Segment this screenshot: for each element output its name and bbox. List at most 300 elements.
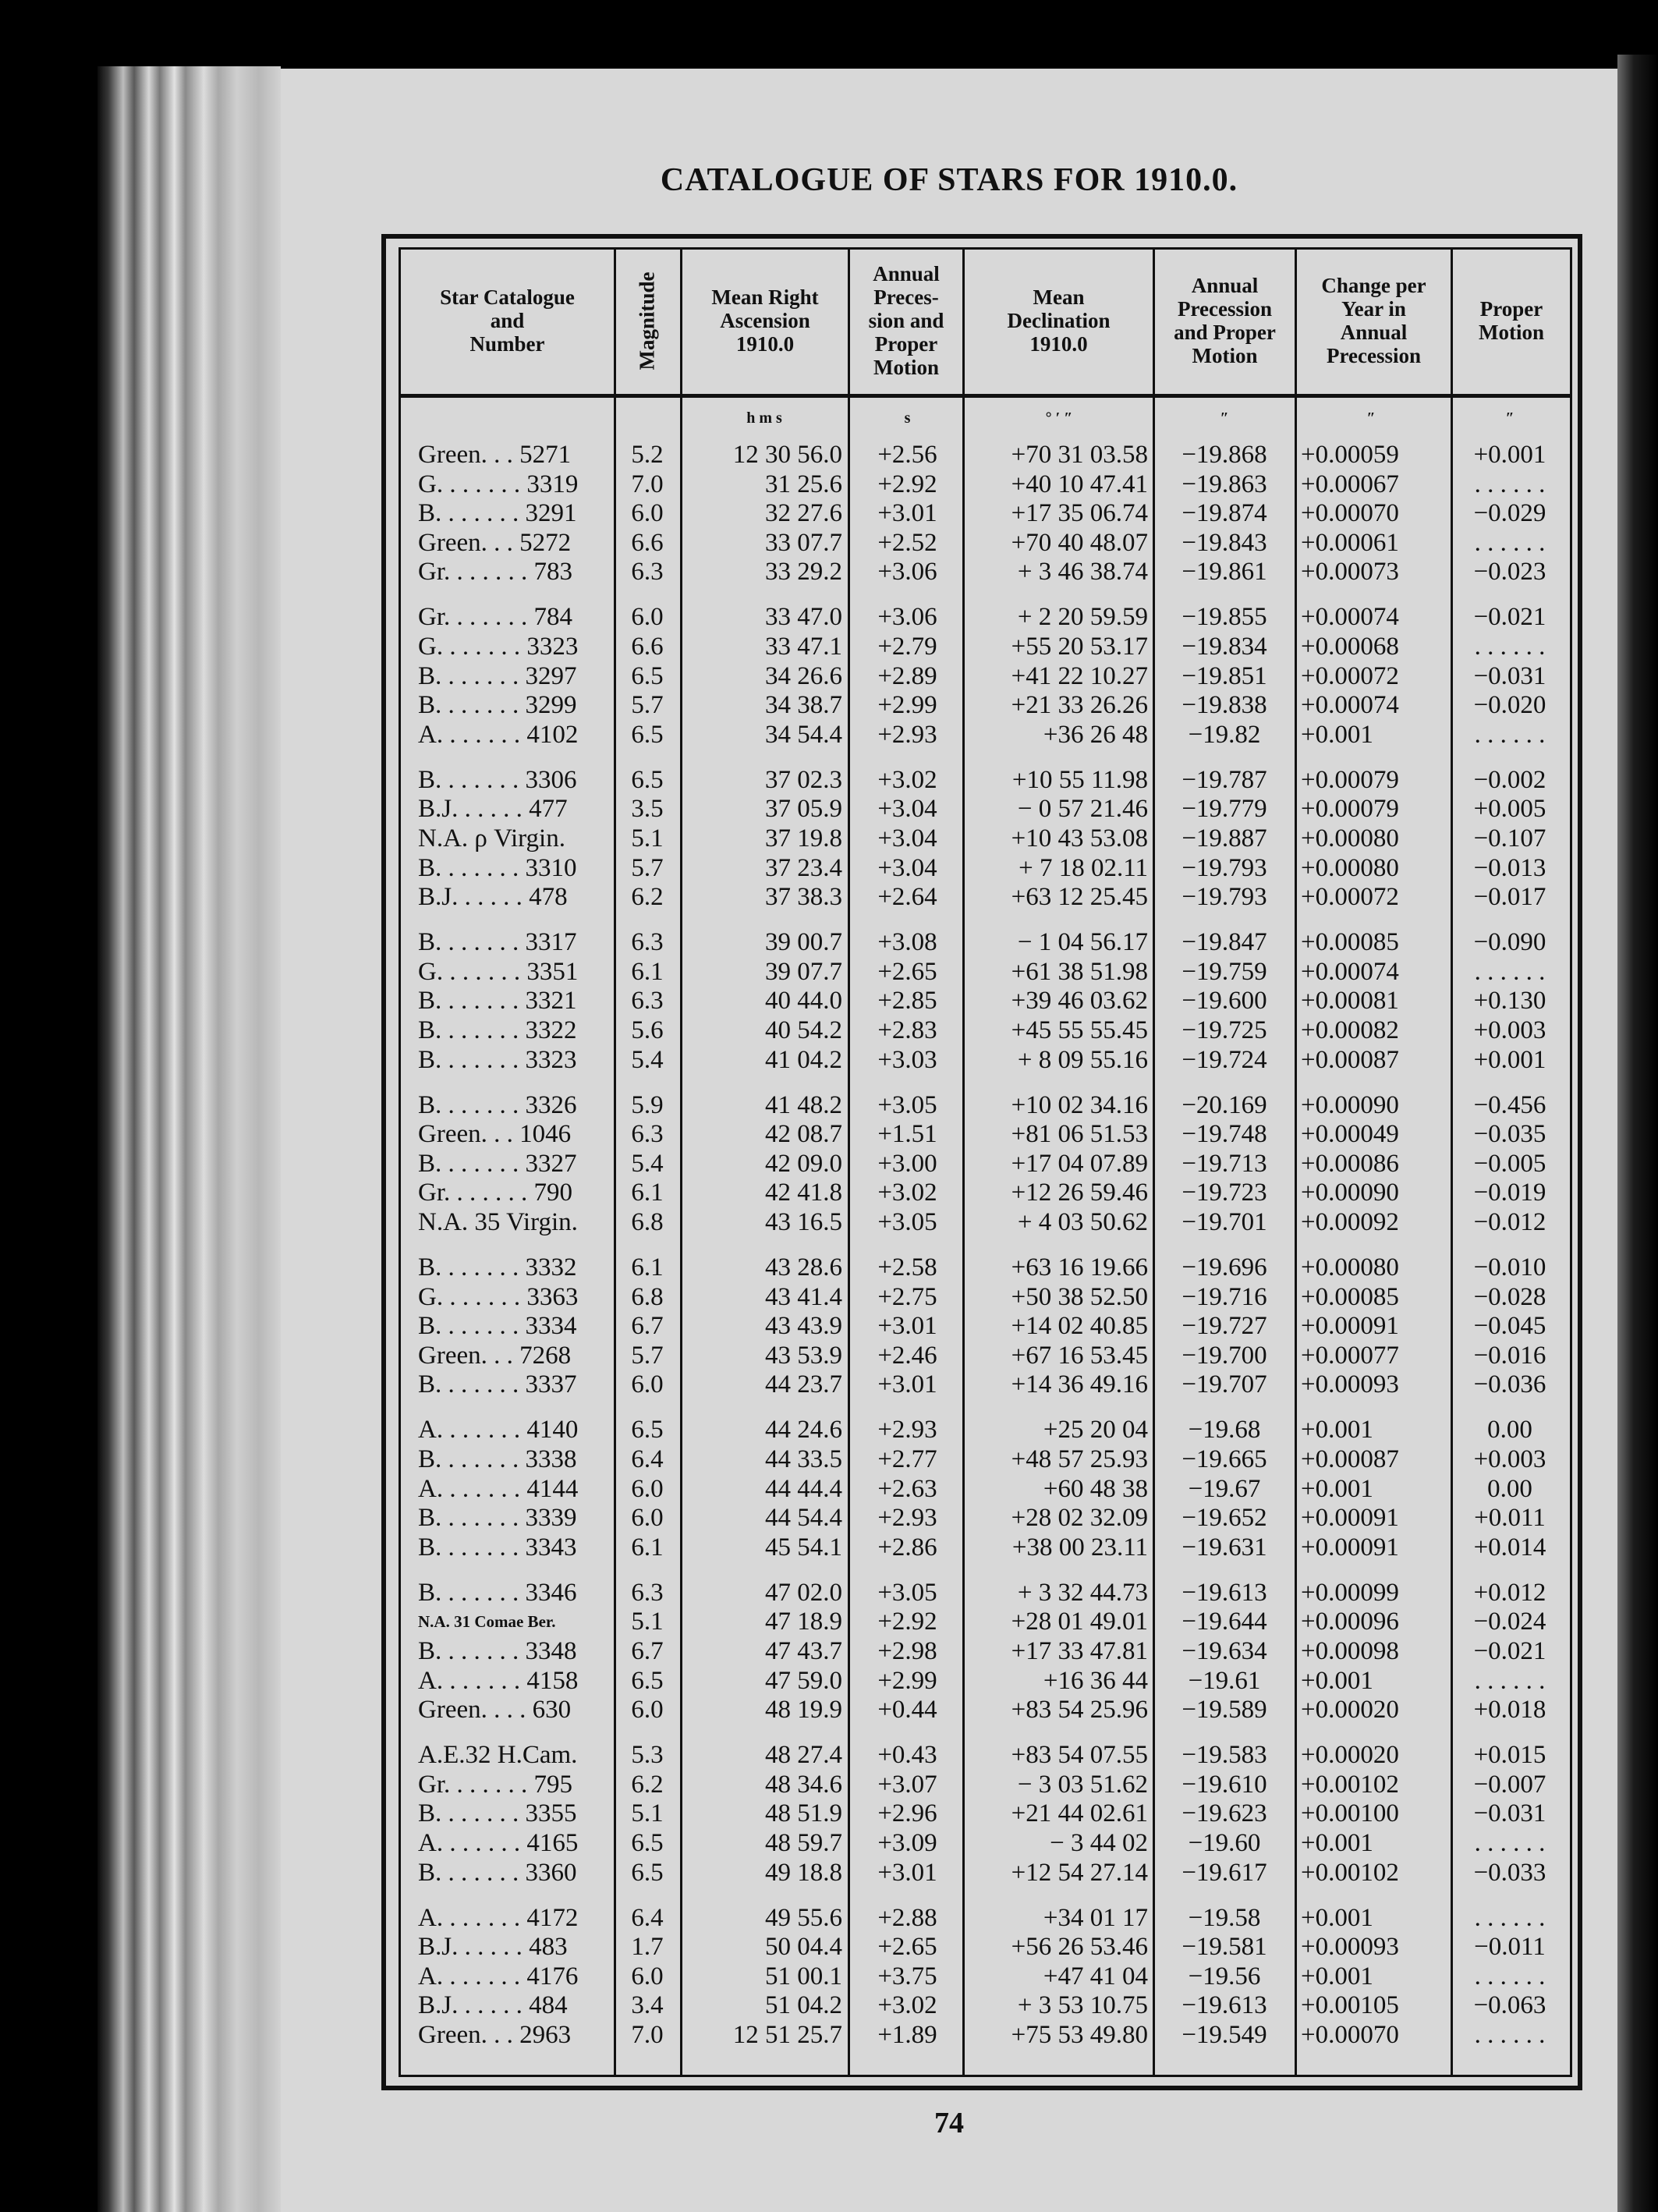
right-ascension-cell: 45 54.1 xyxy=(765,1533,842,1562)
declination-cell: + 8 09 55.16 xyxy=(1017,1045,1148,1074)
change-in-precession-cell: +0.00096 xyxy=(1301,1608,1399,1636)
annual-precession-ra-cell: +3.01 xyxy=(877,1312,937,1341)
proper-motion-cell: −0.005 xyxy=(1473,1149,1546,1178)
annual-precession-dec-cell: −19.874 xyxy=(1182,499,1267,528)
proper-motion-cell: −0.107 xyxy=(1473,824,1546,853)
right-ascension-cell: 42 08.7 xyxy=(765,1120,842,1149)
column-divider xyxy=(1295,247,1297,2077)
change-in-precession-cell: +0.00072 xyxy=(1301,661,1399,690)
right-ascension-cell: 34 38.7 xyxy=(765,691,842,720)
change-in-precession-cell: +0.001 xyxy=(1301,1903,1373,1932)
annual-precession-dec-cell: −19.793 xyxy=(1182,883,1267,912)
declination-cell: +56 26 53.46 xyxy=(1011,1933,1148,1962)
proper-motion-cell: −0.021 xyxy=(1473,603,1546,632)
change-in-precession-cell: +0.00085 xyxy=(1301,928,1399,957)
change-in-precession-cell: +0.00093 xyxy=(1301,1370,1399,1399)
proper-motion-cell: +0.003 xyxy=(1473,1016,1546,1044)
magnitude-cell: 6.3 xyxy=(631,1120,664,1149)
right-ascension-cell: 47 59.0 xyxy=(765,1666,842,1695)
change-in-precession-cell: +0.00081 xyxy=(1301,987,1399,1016)
annual-precession-ra-cell: +3.04 xyxy=(877,853,937,882)
annual-precession-ra-cell: +2.83 xyxy=(877,1016,937,1044)
annual-precession-ra-cell: +3.02 xyxy=(877,1991,937,2020)
unit-change: ″ xyxy=(1366,409,1376,427)
column-divider xyxy=(848,247,850,2077)
magnitude-cell: 6.3 xyxy=(631,1578,664,1607)
annual-precession-dec-cell: −19.82 xyxy=(1188,720,1261,749)
annual-precession-dec-cell: −19.613 xyxy=(1182,1991,1267,2020)
annual-precession-ra-cell: +2.99 xyxy=(877,691,937,720)
magnitude-cell: 5.1 xyxy=(631,1799,664,1828)
annual-precession-ra-cell: +2.58 xyxy=(877,1253,937,1281)
change-in-precession-cell: +0.00092 xyxy=(1301,1208,1399,1236)
annual-precession-ra-cell: +2.56 xyxy=(877,441,937,469)
star-name-cell: Gr. . . . . . . 795 xyxy=(418,1770,572,1799)
right-ascension-cell: 44 54.4 xyxy=(765,1504,842,1533)
header-annual-precession-ra: Annual Preces- sion and Proper Motion xyxy=(868,262,944,379)
star-name-cell: Gr. . . . . . . 783 xyxy=(418,558,572,587)
header-mean-declination: Mean Declination 1910.0 xyxy=(1007,285,1111,356)
annual-precession-ra-cell: +3.00 xyxy=(877,1149,937,1178)
change-in-precession-cell: +0.00087 xyxy=(1301,1045,1399,1074)
right-ascension-cell: 43 41.4 xyxy=(765,1282,842,1311)
star-name-cell: B. . . . . . . 3306 xyxy=(418,765,577,794)
change-in-precession-cell: +0.00086 xyxy=(1301,1149,1399,1178)
magnitude-cell: 6.1 xyxy=(631,1533,664,1562)
proper-motion-cell: +0.015 xyxy=(1473,1741,1546,1770)
proper-motion-cell: +0.005 xyxy=(1473,795,1546,824)
magnitude-cell: 6.5 xyxy=(631,765,664,794)
column-divider xyxy=(680,247,682,2077)
right-ascension-cell: 34 26.6 xyxy=(765,661,842,690)
change-in-precession-cell: +0.00070 xyxy=(1301,499,1399,528)
change-in-precession-cell: +0.00073 xyxy=(1301,558,1399,587)
magnitude-cell: 5.4 xyxy=(631,1149,664,1178)
change-in-precession-cell: +0.00070 xyxy=(1301,2021,1399,2049)
proper-motion-cell: −0.019 xyxy=(1473,1179,1546,1207)
star-name-cell: B. . . . . . . 3346 xyxy=(418,1578,577,1607)
header-star-catalogue: Star Catalogue and Number xyxy=(440,285,575,356)
magnitude-cell: 6.0 xyxy=(631,1474,664,1503)
change-in-precession-cell: +0.001 xyxy=(1301,1416,1373,1445)
declination-cell: +63 16 19.66 xyxy=(1011,1253,1148,1281)
right-ascension-cell: 48 51.9 xyxy=(765,1799,842,1828)
proper-motion-cell: −0.010 xyxy=(1473,1253,1546,1281)
magnitude-cell: 6.0 xyxy=(631,603,664,632)
proper-motion-cell: 0.00 xyxy=(1487,1416,1532,1445)
right-ascension-cell: 33 47.1 xyxy=(765,633,842,661)
change-in-precession-cell: +0.00091 xyxy=(1301,1533,1399,1562)
right-ascension-cell: 43 53.9 xyxy=(765,1341,842,1370)
magnitude-cell: 6.0 xyxy=(631,1504,664,1533)
right-ascension-cell: 32 27.6 xyxy=(765,499,842,528)
declination-cell: +12 26 59.46 xyxy=(1011,1179,1148,1207)
magnitude-cell: 6.1 xyxy=(631,1179,664,1207)
change-in-precession-cell: +0.001 xyxy=(1301,1474,1373,1503)
declination-cell: +47 41 04 xyxy=(1043,1962,1148,1990)
annual-precession-dec-cell: −19.863 xyxy=(1182,470,1267,498)
star-name-cell: B. . . . . . . 3360 xyxy=(418,1858,577,1887)
star-name-cell: B. . . . . . . 3291 xyxy=(418,499,577,528)
star-name-cell: B. . . . . . . 3332 xyxy=(418,1253,577,1281)
page-number: 74 xyxy=(934,2107,964,2139)
right-ascension-cell: 48 34.6 xyxy=(765,1770,842,1799)
magnitude-cell: 5.1 xyxy=(631,1608,664,1636)
change-in-precession-cell: +0.00102 xyxy=(1301,1858,1399,1887)
declination-cell: +38 00 23.11 xyxy=(1011,1533,1148,1562)
proper-motion-cell: . . . . . . xyxy=(1474,470,1546,498)
star-name-cell: B.J. . . . . . 484 xyxy=(418,1991,568,2020)
proper-motion-cell: −0.024 xyxy=(1473,1608,1546,1636)
unit-annual-prec-ra: s xyxy=(904,409,911,427)
declination-cell: +67 16 53.45 xyxy=(1011,1341,1148,1370)
annual-precession-dec-cell: −19.855 xyxy=(1182,603,1267,632)
star-name-cell: G. . . . . . . 3323 xyxy=(418,633,579,661)
right-ascension-cell: 43 28.6 xyxy=(765,1253,842,1281)
magnitude-cell: 5.6 xyxy=(631,1016,664,1044)
magnitude-cell: 6.1 xyxy=(631,1253,664,1281)
magnitude-cell: 3.4 xyxy=(631,1991,664,2020)
magnitude-cell: 6.8 xyxy=(631,1282,664,1311)
declination-cell: + 3 32 44.73 xyxy=(1017,1578,1148,1607)
right-ascension-cell: 47 18.9 xyxy=(765,1608,842,1636)
page-title: CATALOGUE OF STARS FOR 1910.0. xyxy=(660,162,1238,198)
change-in-precession-cell: +0.00098 xyxy=(1301,1637,1399,1665)
magnitude-cell: 3.5 xyxy=(631,795,664,824)
magnitude-cell: 6.5 xyxy=(631,1858,664,1887)
star-name-cell: A. . . . . . . 4140 xyxy=(418,1416,579,1445)
annual-precession-dec-cell: −19.644 xyxy=(1182,1608,1267,1636)
book-spine-edge xyxy=(97,66,281,2212)
magnitude-cell: 5.1 xyxy=(631,824,664,853)
declination-cell: − 3 03 51.62 xyxy=(1017,1770,1148,1799)
annual-precession-dec-cell: −19.727 xyxy=(1182,1312,1267,1341)
right-ascension-cell: 34 54.4 xyxy=(765,720,842,749)
proper-motion-cell: +0.001 xyxy=(1473,1045,1546,1074)
magnitude-cell: 5.7 xyxy=(631,853,664,882)
change-in-precession-cell: +0.00105 xyxy=(1301,1991,1399,2020)
change-in-precession-cell: +0.00061 xyxy=(1301,528,1399,557)
header-magnitude: Magnitude xyxy=(635,271,659,370)
declination-cell: +40 10 47.41 xyxy=(1011,470,1148,498)
magnitude-cell: 5.4 xyxy=(631,1045,664,1074)
right-ascension-cell: 44 24.6 xyxy=(765,1416,842,1445)
annual-precession-ra-cell: +2.98 xyxy=(877,1637,937,1665)
declination-cell: +10 43 53.08 xyxy=(1011,824,1148,853)
unit-proper-motion: ″ xyxy=(1505,409,1515,427)
change-in-precession-cell: +0.00090 xyxy=(1301,1090,1399,1119)
annual-precession-ra-cell: +3.75 xyxy=(877,1962,937,1990)
annual-precession-ra-cell: +2.92 xyxy=(877,470,937,498)
star-name-cell: A. . . . . . . 4102 xyxy=(418,720,579,749)
annual-precession-ra-cell: +3.07 xyxy=(877,1770,937,1799)
magnitude-cell: 6.3 xyxy=(631,928,664,957)
annual-precession-ra-cell: +3.08 xyxy=(877,928,937,957)
declination-cell: + 4 03 50.62 xyxy=(1017,1208,1148,1236)
annual-precession-ra-cell: +2.46 xyxy=(877,1341,937,1370)
right-ascension-cell: 49 55.6 xyxy=(765,1903,842,1932)
magnitude-cell: 6.3 xyxy=(631,987,664,1016)
right-ascension-cell: 44 44.4 xyxy=(765,1474,842,1503)
right-ascension-cell: 40 54.2 xyxy=(765,1016,842,1044)
right-ascension-cell: 47 43.7 xyxy=(765,1637,842,1665)
annual-precession-dec-cell: −19.617 xyxy=(1182,1858,1267,1887)
annual-precession-dec-cell: −19.61 xyxy=(1188,1666,1261,1695)
right-ascension-cell: 39 07.7 xyxy=(765,957,842,986)
declination-cell: +61 38 51.98 xyxy=(1011,957,1148,986)
proper-motion-cell: −0.020 xyxy=(1473,691,1546,720)
page-right-edge xyxy=(1617,55,1658,2212)
annual-precession-ra-cell: +3.04 xyxy=(877,824,937,853)
declination-cell: +34 01 17 xyxy=(1043,1903,1148,1932)
annual-precession-dec-cell: −19.583 xyxy=(1182,1741,1267,1770)
proper-motion-cell: −0.028 xyxy=(1473,1282,1546,1311)
proper-motion-cell: . . . . . . xyxy=(1474,2021,1546,2049)
proper-motion-cell: . . . . . . xyxy=(1474,633,1546,661)
right-ascension-cell: 41 04.2 xyxy=(765,1045,842,1074)
annual-precession-dec-cell: −19.759 xyxy=(1182,957,1267,986)
annual-precession-dec-cell: −19.623 xyxy=(1182,1799,1267,1828)
annual-precession-ra-cell: +2.88 xyxy=(877,1903,937,1932)
star-name-cell: Green. . . . 630 xyxy=(418,1696,572,1725)
star-name-cell: B. . . . . . . 3338 xyxy=(418,1445,577,1473)
proper-motion-cell: −0.002 xyxy=(1473,765,1546,794)
proper-motion-cell: . . . . . . xyxy=(1474,957,1546,986)
declination-cell: +10 55 11.98 xyxy=(1011,765,1148,794)
annual-precession-dec-cell: −19.631 xyxy=(1182,1533,1267,1562)
change-in-precession-cell: +0.001 xyxy=(1301,1962,1373,1990)
change-in-precession-cell: +0.00080 xyxy=(1301,1253,1399,1281)
annual-precession-ra-cell: +2.64 xyxy=(877,883,937,912)
magnitude-cell: 6.6 xyxy=(631,633,664,661)
right-ascension-cell: 50 04.4 xyxy=(765,1933,842,1962)
star-name-cell: B. . . . . . . 3299 xyxy=(418,691,577,720)
change-in-precession-cell: +0.00099 xyxy=(1301,1578,1399,1607)
proper-motion-cell: −0.036 xyxy=(1473,1370,1546,1399)
unit-annual-prec-dec: ″ xyxy=(1220,409,1229,427)
annual-precession-ra-cell: +3.04 xyxy=(877,795,937,824)
declination-cell: +14 02 40.85 xyxy=(1011,1312,1148,1341)
annual-precession-ra-cell: +2.93 xyxy=(877,1504,937,1533)
annual-precession-dec-cell: −19.589 xyxy=(1182,1696,1267,1725)
star-name-cell: B.J. . . . . . 478 xyxy=(418,883,568,912)
change-in-precession-cell: +0.00074 xyxy=(1301,957,1399,986)
right-ascension-cell: 42 41.8 xyxy=(765,1179,842,1207)
change-in-precession-cell: +0.00049 xyxy=(1301,1120,1399,1149)
magnitude-cell: 6.6 xyxy=(631,528,664,557)
change-in-precession-cell: +0.00080 xyxy=(1301,824,1399,853)
annual-precession-dec-cell: −19.843 xyxy=(1182,528,1267,557)
annual-precession-dec-cell: −19.701 xyxy=(1182,1208,1267,1236)
change-in-precession-cell: +0.00077 xyxy=(1301,1341,1399,1370)
column-divider xyxy=(1451,247,1453,2077)
annual-precession-ra-cell: +2.77 xyxy=(877,1445,937,1473)
proper-motion-cell: +0.018 xyxy=(1473,1696,1546,1725)
magnitude-cell: 6.0 xyxy=(631,1696,664,1725)
annual-precession-ra-cell: +2.86 xyxy=(877,1533,937,1562)
annual-precession-dec-cell: −19.634 xyxy=(1182,1637,1267,1665)
annual-precession-ra-cell: +2.99 xyxy=(877,1666,937,1695)
proper-motion-cell: −0.090 xyxy=(1473,928,1546,957)
right-ascension-cell: 42 09.0 xyxy=(765,1149,842,1178)
proper-motion-cell: −0.063 xyxy=(1473,1991,1546,2020)
column-divider xyxy=(1153,247,1155,2077)
right-ascension-cell: 51 04.2 xyxy=(765,1991,842,2020)
annual-precession-ra-cell: +3.05 xyxy=(877,1578,937,1607)
proper-motion-cell: −0.021 xyxy=(1473,1637,1546,1665)
annual-precession-dec-cell: −19.613 xyxy=(1182,1578,1267,1607)
magnitude-cell: 5.3 xyxy=(631,1741,664,1770)
magnitude-cell: 6.4 xyxy=(631,1445,664,1473)
declination-cell: +10 02 34.16 xyxy=(1011,1090,1148,1119)
change-in-precession-cell: +0.001 xyxy=(1301,720,1373,749)
change-in-precession-cell: +0.00093 xyxy=(1301,1933,1399,1962)
annual-precession-ra-cell: +3.09 xyxy=(877,1829,937,1857)
proper-motion-cell: +0.012 xyxy=(1473,1578,1546,1607)
annual-precession-ra-cell: +2.96 xyxy=(877,1799,937,1828)
star-name-cell: N.A. ρ Virgin. xyxy=(418,824,565,853)
right-ascension-cell: 12 30 56.0 xyxy=(732,441,842,469)
star-name-cell: B. . . . . . . 3334 xyxy=(418,1312,577,1341)
annual-precession-dec-cell: −19.67 xyxy=(1188,1474,1261,1503)
magnitude-cell: 6.0 xyxy=(631,1962,664,1990)
magnitude-cell: 6.5 xyxy=(631,661,664,690)
right-ascension-cell: 37 23.4 xyxy=(765,853,842,882)
proper-motion-cell: −0.045 xyxy=(1473,1312,1546,1341)
magnitude-cell: 6.5 xyxy=(631,720,664,749)
declination-cell: +70 31 03.58 xyxy=(1011,441,1148,469)
right-ascension-cell: 51 00.1 xyxy=(765,1962,842,1990)
annual-precession-ra-cell: +3.02 xyxy=(877,1179,937,1207)
annual-precession-dec-cell: −19.700 xyxy=(1182,1341,1267,1370)
right-ascension-cell: 41 48.2 xyxy=(765,1090,842,1119)
magnitude-cell: 6.0 xyxy=(631,499,664,528)
right-ascension-cell: 44 23.7 xyxy=(765,1370,842,1399)
change-in-precession-cell: +0.00080 xyxy=(1301,853,1399,882)
magnitude-cell: 7.0 xyxy=(631,470,664,498)
declination-cell: + 3 46 38.74 xyxy=(1017,558,1148,587)
annual-precession-ra-cell: +3.05 xyxy=(877,1208,937,1236)
declination-cell: +70 40 48.07 xyxy=(1011,528,1148,557)
annual-precession-ra-cell: +1.89 xyxy=(877,2021,937,2049)
declination-cell: +17 04 07.89 xyxy=(1011,1149,1148,1178)
star-name-cell: A. . . . . . . 4165 xyxy=(418,1829,579,1857)
header-change-per-year: Change per Year in Annual Precession xyxy=(1321,274,1426,367)
annual-precession-ra-cell: +2.92 xyxy=(877,1608,937,1636)
annual-precession-dec-cell: −19.600 xyxy=(1182,987,1267,1016)
change-in-precession-cell: +0.00020 xyxy=(1301,1741,1399,1770)
magnitude-cell: 5.2 xyxy=(631,441,664,469)
annual-precession-ra-cell: +3.06 xyxy=(877,603,937,632)
proper-motion-cell: −0.023 xyxy=(1473,558,1546,587)
proper-motion-cell: −0.031 xyxy=(1473,661,1546,690)
declination-cell: + 3 53 10.75 xyxy=(1017,1991,1148,2020)
right-ascension-cell: 37 38.3 xyxy=(765,883,842,912)
change-in-precession-cell: +0.00079 xyxy=(1301,765,1399,794)
star-name-cell: B. . . . . . . 3343 xyxy=(418,1533,577,1562)
annual-precession-ra-cell: +3.02 xyxy=(877,765,937,794)
star-name-cell: G. . . . . . . 3363 xyxy=(418,1282,579,1311)
change-in-precession-cell: +0.00087 xyxy=(1301,1445,1399,1473)
proper-motion-cell: −0.035 xyxy=(1473,1120,1546,1149)
change-in-precession-cell: +0.00082 xyxy=(1301,1016,1399,1044)
declination-cell: + 7 18 02.11 xyxy=(1019,853,1148,882)
right-ascension-cell: 33 29.2 xyxy=(765,558,842,587)
star-name-cell: B. . . . . . . 3310 xyxy=(418,853,577,882)
magnitude-cell: 6.5 xyxy=(631,1666,664,1695)
star-name-cell: A.E.32 H.Cam. xyxy=(418,1741,578,1770)
change-in-precession-cell: +0.00072 xyxy=(1301,883,1399,912)
proper-motion-cell: +0.130 xyxy=(1473,987,1546,1016)
proper-motion-cell: +0.011 xyxy=(1474,1504,1546,1533)
star-name-cell: Gr. . . . . . . 784 xyxy=(418,603,572,632)
right-ascension-cell: 37 02.3 xyxy=(765,765,842,794)
annual-precession-dec-cell: −19.748 xyxy=(1182,1120,1267,1149)
magnitude-cell: 5.9 xyxy=(631,1090,664,1119)
magnitude-cell: 5.7 xyxy=(631,1341,664,1370)
declination-cell: +50 38 52.50 xyxy=(1011,1282,1148,1311)
right-ascension-cell: 44 33.5 xyxy=(765,1445,842,1473)
magnitude-cell: 6.5 xyxy=(631,1416,664,1445)
annual-precession-ra-cell: +1.51 xyxy=(877,1120,937,1149)
annual-precession-ra-cell: +0.43 xyxy=(877,1741,937,1770)
magnitude-cell: 6.3 xyxy=(631,558,664,587)
star-name-cell: B. . . . . . . 3348 xyxy=(418,1637,577,1665)
change-in-precession-cell: +0.00102 xyxy=(1301,1770,1399,1799)
star-name-cell: G. . . . . . . 3351 xyxy=(418,957,579,986)
annual-precession-ra-cell: +2.79 xyxy=(877,633,937,661)
proper-motion-cell: +0.001 xyxy=(1473,441,1546,469)
declination-cell: +48 57 25.93 xyxy=(1011,1445,1148,1473)
annual-precession-ra-cell: +2.75 xyxy=(877,1282,937,1311)
proper-motion-cell: −0.029 xyxy=(1473,499,1546,528)
change-in-precession-cell: +0.00068 xyxy=(1301,633,1399,661)
declination-cell: +28 01 49.01 xyxy=(1011,1608,1148,1636)
proper-motion-cell: +0.003 xyxy=(1473,1445,1546,1473)
proper-motion-cell: . . . . . . xyxy=(1474,528,1546,557)
change-in-precession-cell: +0.00091 xyxy=(1301,1504,1399,1533)
proper-motion-cell: . . . . . . xyxy=(1474,1962,1546,1990)
header-annual-precession-dec: Annual Precession and Proper Motion xyxy=(1174,274,1276,367)
declination-cell: +16 36 44 xyxy=(1043,1666,1148,1695)
star-name-cell: A. . . . . . . 4158 xyxy=(418,1666,579,1695)
declination-cell: − 0 57 21.46 xyxy=(1017,795,1148,824)
declination-cell: +41 22 10.27 xyxy=(1011,661,1148,690)
right-ascension-cell: 48 59.7 xyxy=(765,1829,842,1857)
magnitude-cell: 7.0 xyxy=(631,2021,664,2049)
star-name-cell: B. . . . . . . 3317 xyxy=(418,928,577,957)
proper-motion-cell: −0.033 xyxy=(1473,1858,1546,1887)
star-name-cell: A. . . . . . . 4176 xyxy=(418,1962,579,1990)
declination-cell: +60 48 38 xyxy=(1043,1474,1148,1503)
proper-motion-cell: −0.031 xyxy=(1473,1799,1546,1828)
declination-cell: +63 12 25.45 xyxy=(1011,883,1148,912)
declination-cell: +28 02 32.09 xyxy=(1011,1504,1148,1533)
annual-precession-ra-cell: +3.01 xyxy=(877,499,937,528)
declination-cell: +12 54 27.14 xyxy=(1011,1858,1148,1887)
star-name-cell: B.J. . . . . . 477 xyxy=(418,795,568,824)
annual-precession-dec-cell: −19.861 xyxy=(1182,558,1267,587)
change-in-precession-cell: +0.001 xyxy=(1301,1666,1373,1695)
right-ascension-cell: 40 44.0 xyxy=(765,987,842,1016)
magnitude-cell: 1.7 xyxy=(631,1933,664,1962)
declination-cell: +45 55 55.45 xyxy=(1011,1016,1148,1044)
annual-precession-dec-cell: −19.713 xyxy=(1182,1149,1267,1178)
star-name-cell: Gr. . . . . . . 790 xyxy=(418,1179,572,1207)
unit-dec: ° ′ ″ xyxy=(1045,409,1073,427)
star-name-cell: B. . . . . . . 3323 xyxy=(418,1045,577,1074)
annual-precession-dec-cell: −19.68 xyxy=(1188,1416,1261,1445)
